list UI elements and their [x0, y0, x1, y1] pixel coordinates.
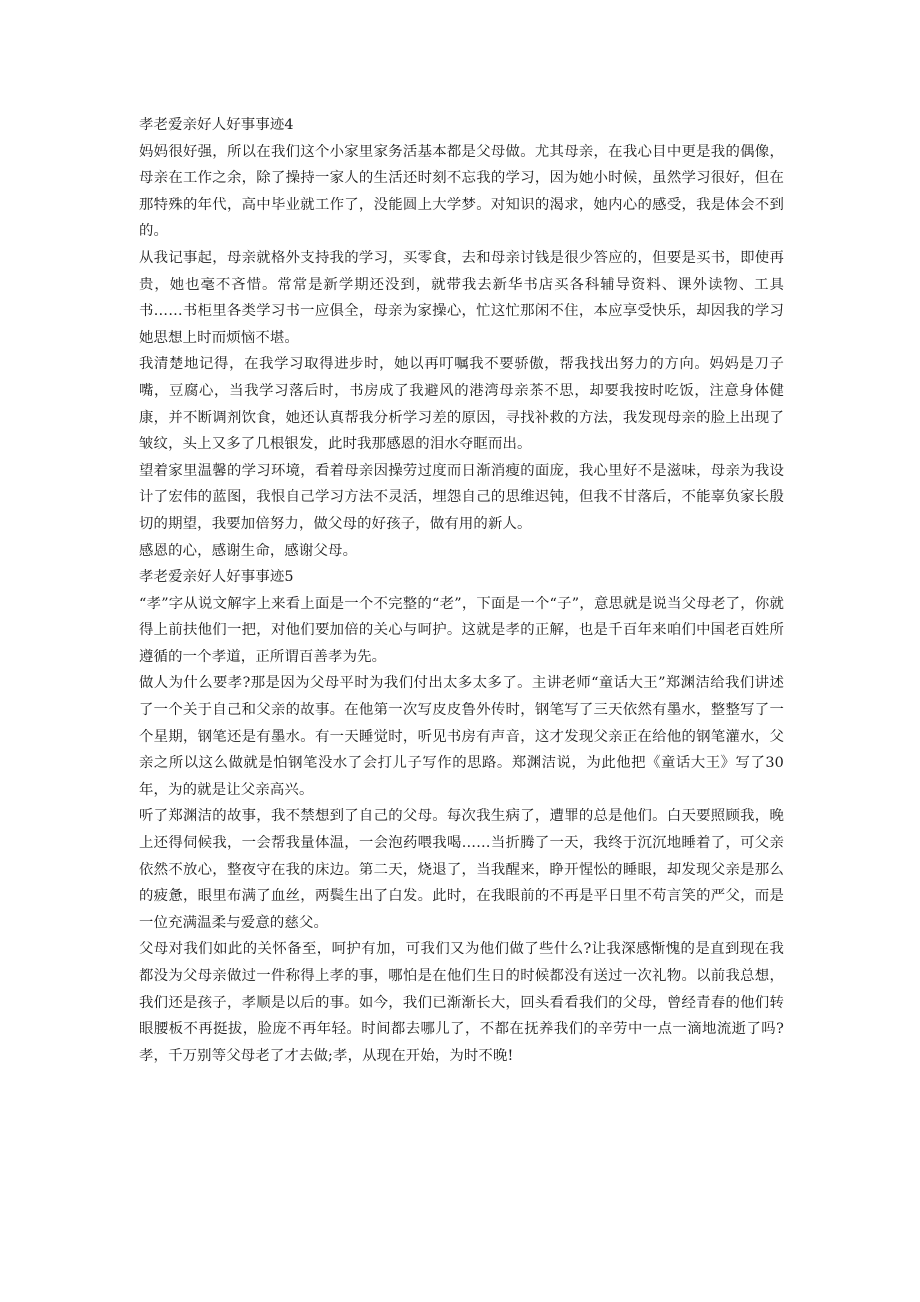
paragraph: 妈妈很好强，所以在我们这个小家里家务活基本都是父母做。尤其母亲，在我心目中更是我的偶像，母亲在工作之余，除了操持一家人的生活还时刻不忘我的学习，因为她小时候，虽然学习很好，但在那特殊的年代，高中毕业就工作了，没能圆上大学梦。对知识的渴求，她内心的感受，我是体会不到的。 — [139, 143, 784, 240]
paragraph: 从我记事起，母亲就格外支持我的学习，买零食，去和母亲讨钱是很少答应的，但要是买书，即使再贵，她也毫不吝惜。常常是新学期还没到，就带我去新华书店买各科辅导资料、课外读物、工具书……书柜里各类学习书一应俱全，母亲为家操心，忙这忙那闲不住，本应享受快乐，却因我的学习她思想上时而烦恼不堪。 — [139, 249, 784, 346]
paragraph: 做人为什么要孝?那是因为父母平时为我们付出太多太多了。主讲老师“童话大王”郑渊洁给我们讲述了一个关于自己和父亲的故事。在他第一次写皮皮鲁外传时，钢笔写了三天依然有墨水，整整写了一个星期，钢笔还是有墨水。有一天睡觉时，听见书房有声音，这才发现父亲正在给他的钢笔灌水，父亲之所以这么做就是怕钢笔没水了会打儿子写作的思路。郑渊洁说，为此他把《童话大王》写了30年，为的就是让父亲高兴。 — [139, 675, 784, 798]
document-body — [139, 112, 784, 1069]
section-title: 孝老爱亲好人好事事迹4 — [139, 117, 294, 133]
section-title: 孝老爱亲好人好事事迹5 — [139, 569, 294, 586]
paragraph: 感恩的心，感谢生命，感谢父母。 — [139, 542, 358, 559]
paragraph: 听了郑渊洁的故事，我不禁想到了自己的父母。每次我生病了，遭罪的总是他们。白天要照顾我，晚上还得伺候我，一会帮我量体温，一会泡药喂我喝……当折腾了一天，我终于沉沉地睡着了，可父亲依然不放心，整夜守在我的床边。第二天，烧退了，当我醒来，睁开惺忪的睡眼，却发现父亲是那么的疲惫，眼里布满了血丝，两鬓生出了白发。此时，在我眼前的不再是平日里不苟言笑的严父，而是一位充满温柔与爱意的慈父。 — [139, 808, 784, 931]
paragraph: 父母对我们如此的关怀备至，呵护有加，可我们又为他们做了些什么?让我深感惭愧的是直到现在我都没为父母亲做过一件称得上孝的事，哪怕是在他们生日的时候都没有送过一次礼物。以前我总想，我们还是孩子，孝顺是以后的事。如今，我们已渐渐长大，回头看看我们的父母，曾经青春的他们转眼腰板不再挺拔，脸庞不再年轻。时间都去哪儿了，不都在抚养我们的辛劳中一点一滴地流逝了吗?孝，千万别等父母老了才去做;孝，从现在开始，为时不晚! — [139, 941, 784, 1064]
paragraph: 我清楚地记得，在我学习取得进步时，她以再叮嘱我不要骄傲，帮我找出努力的方向。妈妈是刀子嘴，豆腐心，当我学习落后时，书房成了我避风的港湾母亲茶不思，却要我按时吃饭，注意身体健康，并不断调剂饮食，她还认真帮我分析学习差的原因，寻找补救的方法，我发现母亲的脸上出现了皱纹，头上又多了几根银发，此时我那感恩的泪水夺眶而出。 — [139, 356, 784, 453]
paragraph: “孝”字从说文解字上来看上面是一个不完整的“老”，下面是一个“子”，意思就是说当父母老了，你就得上前扶他们一把，对他们要加倍的关心与呵护。这就是孝的正解，也是千百年来咱们中国老百姓所遵循的一个孝道，正所谓百善孝为先。 — [139, 595, 784, 665]
paragraph: 望着家里温馨的学习环境，看着母亲因操劳过度而日渐消瘦的面庞，我心里好不是滋味，母亲为我设计了宏伟的蓝图，我恨自己学习方法不灵活，埋怨自己的思维迟钝，但我不甘落后，不能辜负家长殷切的期望，我要加倍努力，做父母的好孩子，做有用的新人。 — [139, 462, 784, 532]
